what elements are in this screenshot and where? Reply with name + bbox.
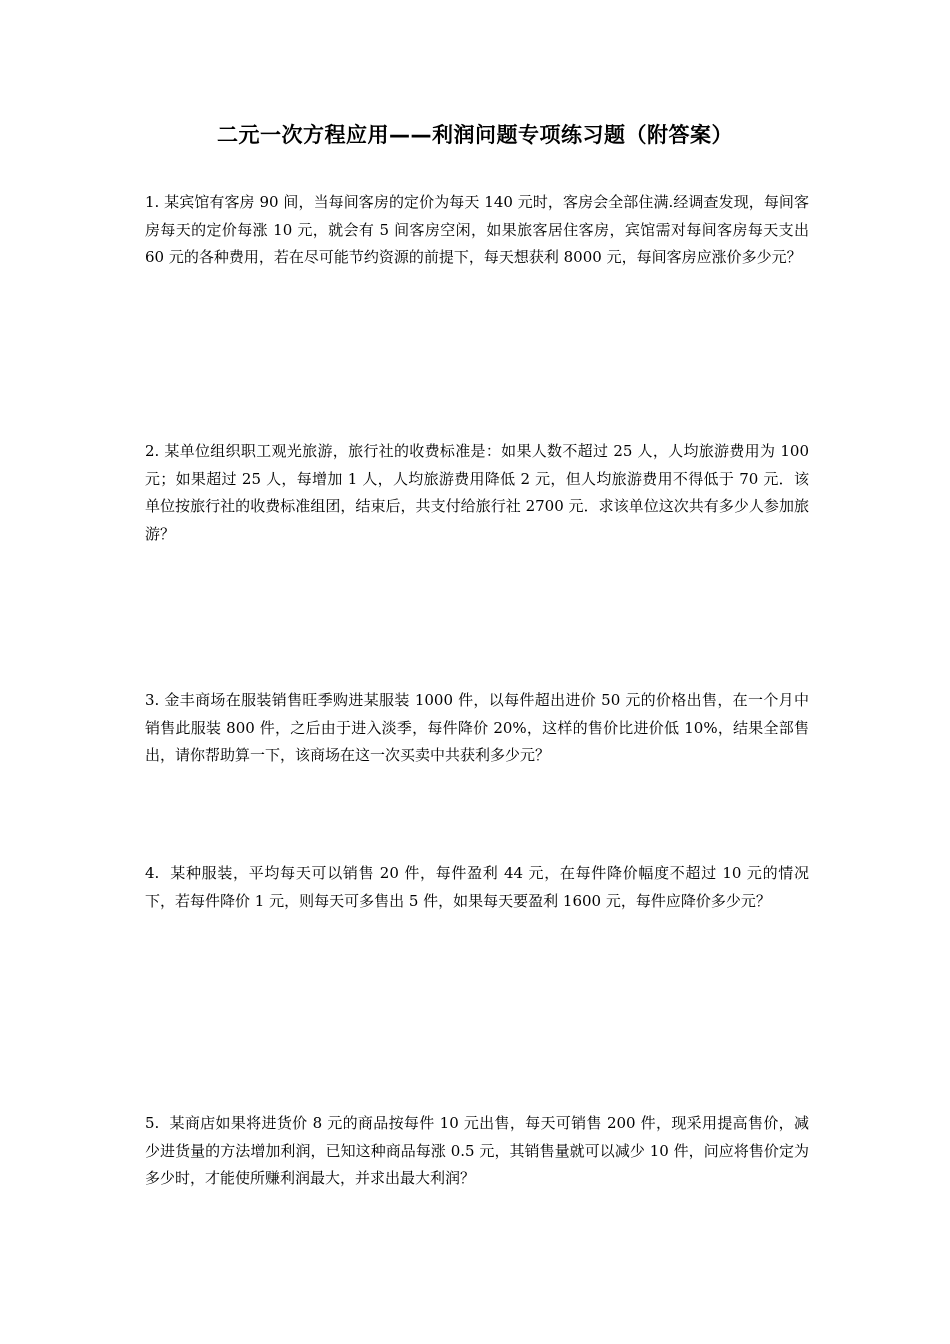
question-text: 某单位组织职工观光旅游，旅行社的收费标准是：如果人数不超过 25 人，人均旅游费用为 100 元；如果超过 25 人，每增加 1 人，人均旅游费用降低 2 元，但人均旅游费用不得低于 70 元．该单位按旅行社的收费标准组团，结束后，共支付给旅行社 2700 元．求该单位这次共有多少人参加旅游？	[145, 442, 809, 543]
question-number: 1.	[145, 193, 160, 211]
question-text: 金丰商场在服装销售旺季购进某服装 1000 件，以每件超出进价 50 元的价格出售，在一个月中销售此服装 800 件，之后由于进入淡季，每件降价 20%，这样的售价比进价低 10%，结果全部售出，请你帮助算一下，该商场在这一次买卖中共获利多少元？	[145, 691, 809, 764]
question-number: 3.	[145, 691, 160, 709]
question-2	[145, 438, 809, 548]
question-number: 4.	[145, 864, 160, 882]
question-text: 某种服装，平均每天可以销售 20 件，每件盈利 44 元，在每件降价幅度不超过 10 元的情况下，若每件降价 1 元，则每天可多售出 5 件，如果每天要盈利 1600 元，每件应降价多少元？	[145, 864, 809, 910]
question-number: 5.	[145, 1114, 160, 1132]
question-4	[145, 860, 809, 915]
question-3	[145, 687, 809, 770]
question-text: 某宾馆有客房 90 间，当每间客房的定价为每天 140 元时，客房会全部住满.经调查发现，每间客房每天的定价每涨 10 元，就会有 5 间客房空闲，如果旅客居住客房，宾馆需对每间客房每天支出 60 元的各种费用，若在尽可能节约资源的前提下，每天想获利 8000 元，每间客房应涨价多少元？	[145, 193, 809, 266]
question-1	[145, 189, 809, 272]
question-text: 某商店如果将进货价 8 元的商品按每件 10 元出售，每天可销售 200 件，现采用提高售价，减少进货量的方法增加利润，已知这种商品每涨 0.5 元，其销售量就可以减少 10 件，问应将售价定为多少时，才能使所赚利润最大，并求出最大利润？	[145, 1114, 809, 1187]
question-5	[145, 1110, 809, 1193]
question-number: 2.	[145, 442, 160, 460]
document-title: 二元一次方程应用——利润问题专项练习题（附答案）	[217, 123, 733, 147]
